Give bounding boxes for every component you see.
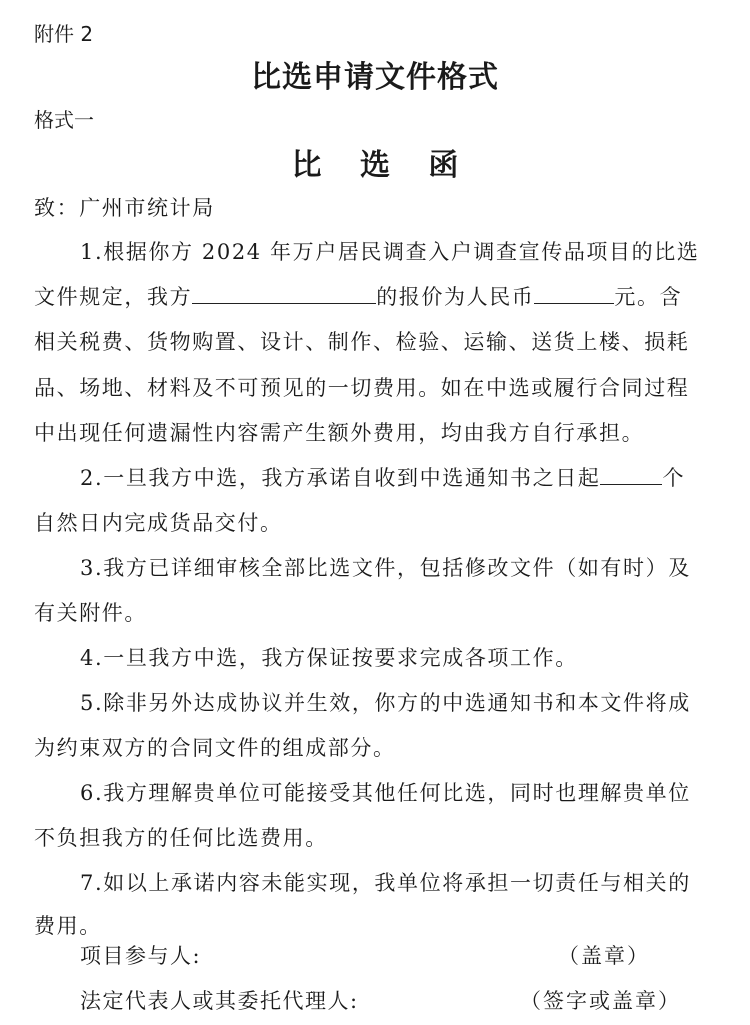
clause-7-line-1: 7.如以上承诺内容未能实现，我单位将承担一切责任与相关的 [80,871,691,895]
clause-3-line-2: 有关附件。 [34,601,147,625]
price-blank[interactable] [534,285,614,304]
clause-7-line-2: 费用。 [34,914,102,938]
letter-title: 比 选 函 [291,148,473,183]
clause-3-line-1: 3.我方已详细审核全部比选文件，包括修改文件（如有时）及 [80,556,691,580]
clause-5-line-2: 为约束双方的合同文件的组成部分。 [34,736,396,760]
clause-1-line-4: 品、场地、材料及不可预见的一切费用。如在中选或履行合同过程 [34,376,690,400]
clause-1-line-2 [34,281,682,311]
clause-2-text-b: 个 [662,466,686,490]
representative-sign-note: （签字或盖章） [520,989,681,1013]
clause-2-text-a: 2.一旦我方中选，我方承诺自收到中选通知书之日起 [80,466,601,490]
days-blank[interactable] [600,466,662,485]
clause-5-line-1: 5.除非另外达成协议并生效，你方的中选通知书和本文件将成 [80,691,691,715]
clause-4-line-1: 4.一旦我方中选，我方保证按要求完成各项工作。 [80,646,578,670]
clause-1-text-c: 元。含 [614,285,683,309]
clause-2-line-2: 自然日内完成货品交付。 [34,511,283,535]
addressee: 致：广州市统计局 [34,196,215,220]
clause-6-line-1: 6.我方理解贵单位可能接受其他任何比选，同时也理解贵单位 [80,781,691,805]
clause-2-line-1 [80,462,685,492]
clause-1-text-b: 的报价为人民币 [376,285,535,309]
clause-1-line-1: 1.根据你方 2024 年万户居民调查入户调查宣传品项目的比选 [80,240,700,264]
format-label: 格式一 [34,108,94,132]
document-title: 比选申请文件格式 [251,60,499,95]
representative-label: 法定代表人或其委托代理人: [80,989,359,1013]
clause-1-text-a: 文件规定，我方 [34,285,193,309]
company-name-blank[interactable] [192,285,376,304]
participant-label: 项目参与人: [80,944,202,968]
clause-6-line-2: 不负担我方的任何比选费用。 [34,826,328,850]
attachment-label: 附件 2 [34,22,94,46]
clause-1-line-5: 中出现任何遗漏性内容需产生额外费用，均由我方自行承担。 [34,421,645,445]
participant-seal-note: （盖章） [558,944,650,968]
clause-1-line-3: 相关税费、货物购置、设计、制作、检验、运输、送货上楼、损耗 [34,330,690,354]
